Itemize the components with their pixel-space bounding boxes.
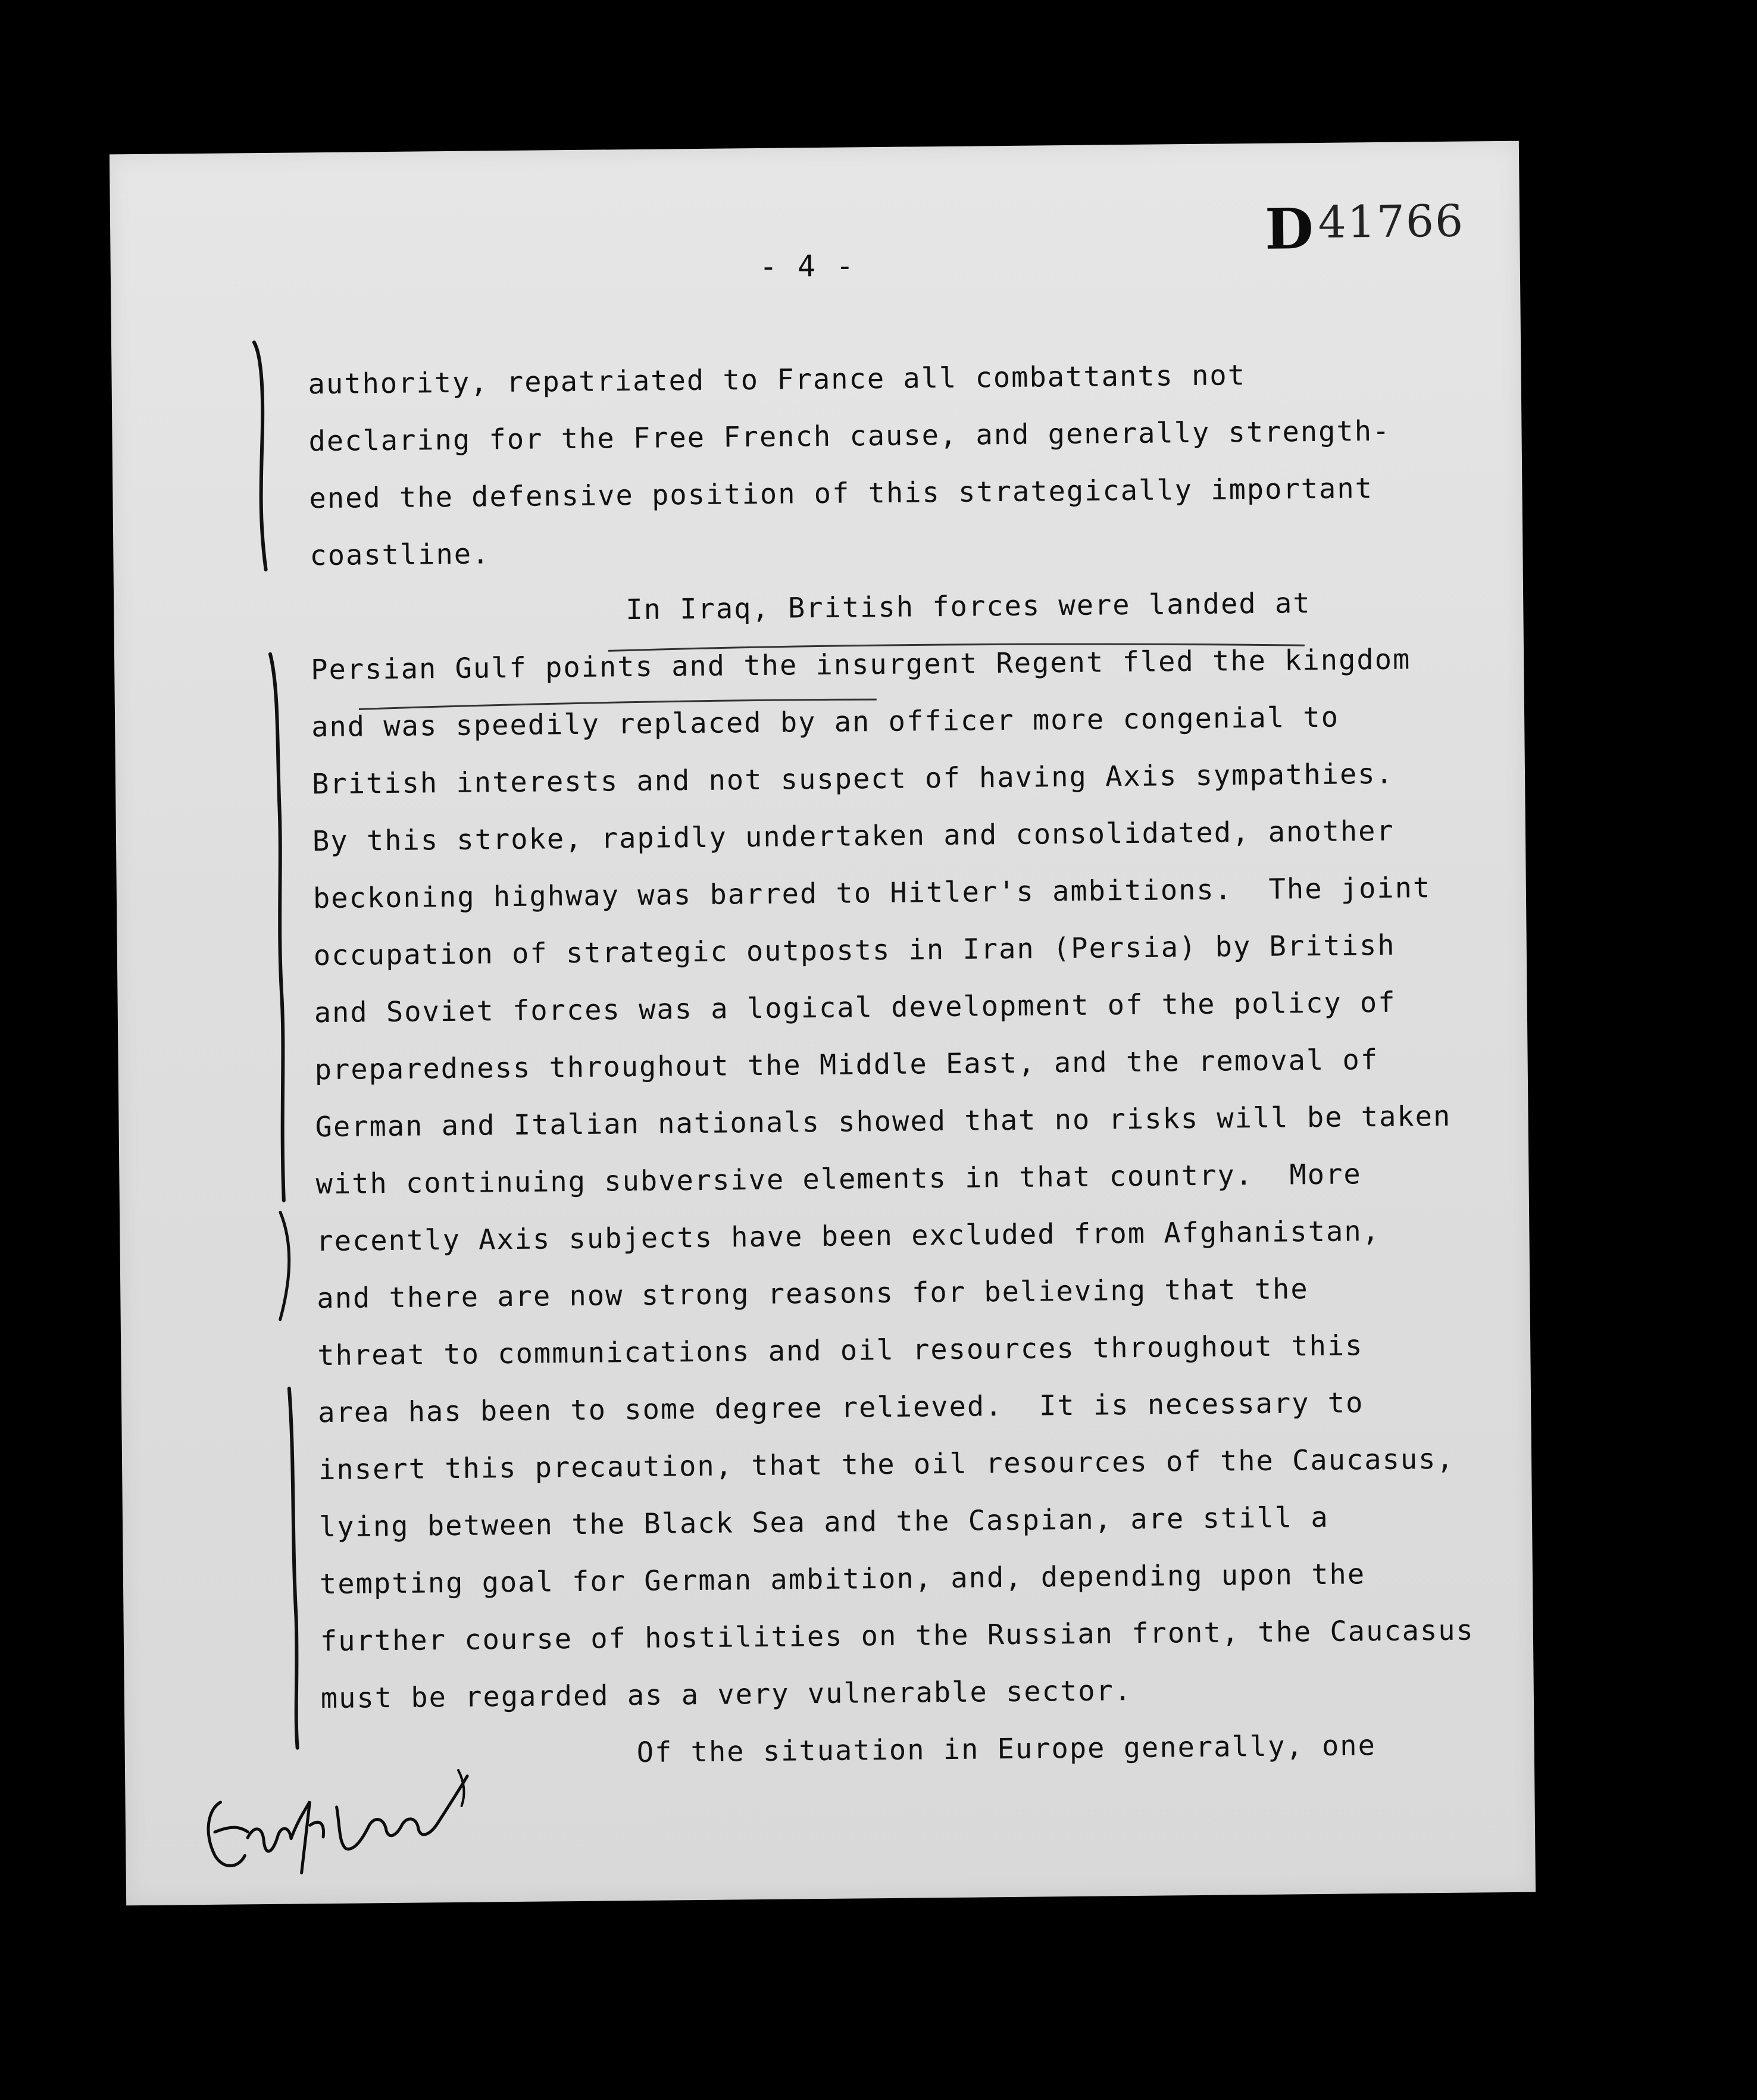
body-line: German and Italian nationals showed that no risks will be taken — [315, 1099, 1452, 1144]
paragraph-start-line: Of the situation in Europe generally, one — [636, 1729, 1377, 1770]
body-line: lying between the Black Sea and the Caspian, are still a — [318, 1501, 1329, 1544]
body-line: By this stroke, rapidly undertaken and consolidated, another — [312, 814, 1395, 858]
document-id-number: 41766 — [1318, 195, 1465, 248]
page-number: - 4 - — [759, 248, 855, 284]
body-line: area has been to some degree relieved. It is necessary to — [317, 1386, 1364, 1430]
body-line: occupation of strategic outposts in Iran (Persia) by British — [313, 929, 1396, 973]
body-line: must be regarded as a very vulnerable sector. — [320, 1674, 1133, 1715]
handwritten-signature — [196, 1735, 483, 1892]
document-page — [110, 141, 1536, 1906]
body-line: insert this precaution, that the oil resources of the Caucasus, — [318, 1442, 1455, 1487]
body-line: authority, repatriated to France all combattants not — [308, 359, 1246, 401]
document-id — [1265, 195, 1465, 262]
document-id-prefix: D — [1264, 196, 1314, 262]
body-line: and was speedily replaced by an officer more congenial to — [311, 701, 1340, 744]
paragraph-start-line: In Iraq, British forces were landed at — [626, 587, 1311, 627]
body-line: beckoning highway was barred to Hitler's ambitions. The joint — [312, 871, 1431, 915]
body-line: Persian Gulf points and the insurgent Regent fled the kingdom — [311, 643, 1411, 687]
body-line: coastline. — [309, 538, 490, 573]
body-line: and Soviet forces was a logical development of the policy of — [314, 986, 1396, 1030]
body-line: recently Axis subjects have been excluded from Afghanistan, — [316, 1215, 1381, 1258]
margin-bracket-marks — [110, 152, 376, 1905]
body-line: and there are now strong reasons for believing that the — [317, 1273, 1309, 1315]
body-line: further course of hostilities on the Russian front, the Caucasus — [320, 1614, 1475, 1658]
body-line: tempting goal for German ambition, and, depending upon the — [319, 1558, 1366, 1601]
body-line: with continuing subversive elements in that country. More — [315, 1158, 1362, 1201]
body-line: British interests and not suspect of having Axis sympathies. — [311, 757, 1395, 801]
body-line: declaring for the Free French cause, and generally strength- — [308, 414, 1391, 458]
body-line: threat to communications and oil resources throughout this — [317, 1329, 1364, 1373]
body-line: preparedness throughout the Middle East, and the removal of — [314, 1043, 1379, 1087]
body-line: ened the defensive position of this strategically important — [309, 472, 1374, 515]
